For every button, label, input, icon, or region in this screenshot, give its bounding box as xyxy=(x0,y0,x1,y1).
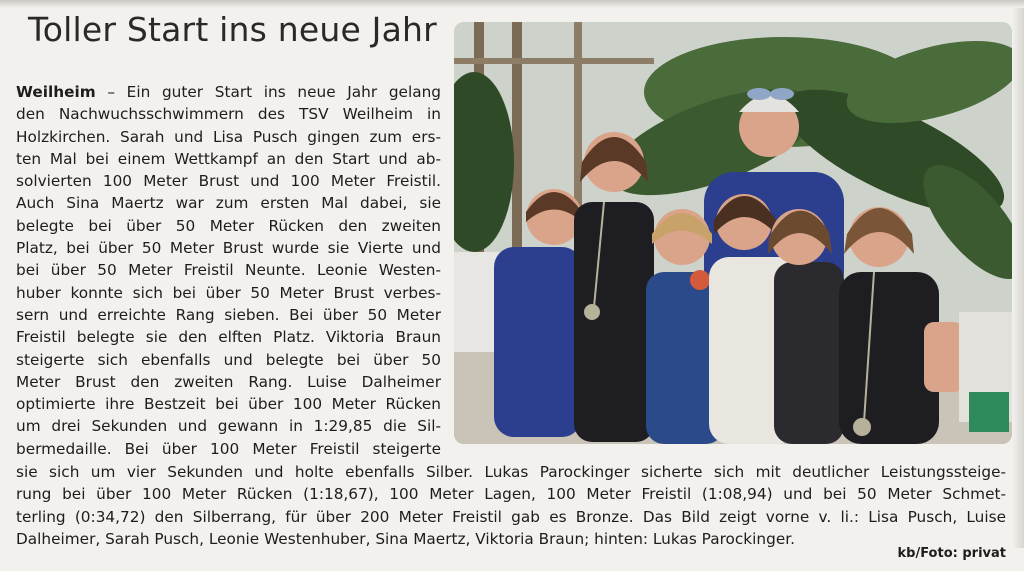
top-edge-bleed xyxy=(0,0,1024,8)
photo-credit: kb/Foto: privat xyxy=(897,546,1006,561)
body-line: Platz, bei über 50 Meter Brust wurde sie Vierte und xyxy=(16,239,441,258)
body-line: sie sich um vier Sekunden und holte ebenfalls Silber. Lukas Parockinger sicherte sich mit deutlicher Leistungssteige- xyxy=(16,463,1006,481)
body-line: Meter Brust den zweiten Rang. Luise Dalheimer xyxy=(16,372,441,391)
body-line: solvierten 100 Meter Brust und 100 Meter Freistil. xyxy=(16,172,441,191)
body-line: huber konnte sich bei über 50 Meter Brust verbes- xyxy=(16,283,441,302)
body-line: den Nachwuchsschwimmern des TSV Weilheim in xyxy=(16,105,441,124)
body-line: bermedaille. Bei über 100 Meter Freistil steigerte xyxy=(16,439,441,458)
headline: Toller Start ins neue Jahr xyxy=(28,10,437,49)
body-line: optimierte ihre Bestzeit bei über 100 Meter Rücken xyxy=(16,395,441,414)
body-line: rung bei über 100 Meter Rücken (1:18,67), 100 Meter Lagen, 100 Meter Freistil (1:08,94) und bei 50 Meter Schmet- xyxy=(16,485,1006,504)
body-line: Weilheim – Ein guter Start ins neue Jahr gelang xyxy=(16,83,441,101)
photo-illustration xyxy=(454,22,1012,444)
body-line: Dalheimer, Sarah Pusch, Leonie Westenhuber, Sina Maertz, Viktoria Braun; hinten: Lukas Parockinger. xyxy=(16,529,795,548)
body-line: Auch Sina Maertz war zum ersten Mal dabei, sie xyxy=(16,194,441,213)
body-line: bei über 50 Meter Freistil Neunte. Leonie Westen- xyxy=(16,261,441,280)
body-line: belegte bei über 50 Meter Rücken den zweiten xyxy=(16,216,441,235)
body-line: steigerte sich ebenfalls und belegte bei über 50 xyxy=(16,350,441,369)
right-edge-bleed xyxy=(1012,8,1024,548)
body-line: Freistil belegte sie den elften Platz. Viktoria Braun xyxy=(16,328,441,347)
body-line: sern und erreichte Rang sieben. Bei über 50 Meter xyxy=(16,305,441,324)
team-photo xyxy=(454,22,1012,444)
body-line: Holzkirchen. Sarah und Lisa Pusch gingen zum ers- xyxy=(16,127,441,146)
body-line: um drei Sekunden und gewann in 1:29,85 die Sil- xyxy=(16,417,441,436)
article-body-column xyxy=(16,81,441,460)
article-body-wide xyxy=(16,461,1006,550)
dateline: Weilheim xyxy=(16,83,96,101)
body-line: terling (0:34,72) den Silberrang, für über 200 Meter Freistil gab es Bronze. Das Bild zeigt vorne v. li.: Lisa Pusch, Luise xyxy=(16,507,1006,526)
body-line: ten Mal bei einem Wettkampf an den Start und ab- xyxy=(16,149,441,168)
